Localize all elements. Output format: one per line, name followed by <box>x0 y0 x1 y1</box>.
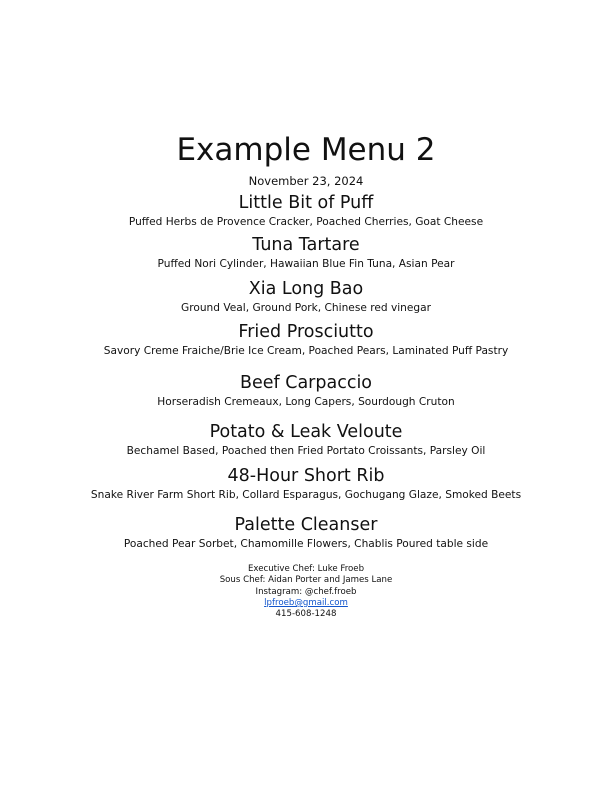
course-item <box>0 278 612 315</box>
course-description: Horseradish Cremeaux, Long Capers, Sourdough Cruton <box>157 396 455 408</box>
course-description: Snake River Farm Short Rib, Collard Esparagus, Gochugang Glaze, Smoked Beets <box>90 489 522 501</box>
course-description: Savory Creme Fraiche/Brie Ice Cream, Poached Pears, Laminated Puff Pastry <box>103 345 509 357</box>
course-name: Tuna Tartare <box>252 235 360 255</box>
course-item <box>0 192 612 229</box>
course-name: Beef Carpaccio <box>239 373 373 393</box>
course-description: Poached Pear Sorbet, Chamomille Flowers, Chablis Poured table side <box>123 538 489 550</box>
instagram-handle: Instagram: @chef.froeb <box>255 586 357 597</box>
executive-chef: Executive Chef: Luke Froeb <box>247 564 365 574</box>
course-name: Xia Long Bao <box>248 279 364 299</box>
course-name: Little Bit of Puff <box>238 193 374 213</box>
email-link[interactable]: lpfroeb@gmail.com <box>264 597 348 608</box>
course-description: Puffed Herbs de Provence Cracker, Poached Cherries, Goat Cheese <box>128 216 484 228</box>
course-description: Bechamel Based, Poached then Fried Portato Croissants, Parsley Oil <box>126 445 486 457</box>
course-item <box>0 421 612 458</box>
menu-title: Example Menu 2 <box>176 132 436 168</box>
course-name: 48-Hour Short Rib <box>227 466 385 486</box>
course-item <box>0 321 612 358</box>
course-description: Puffed Nori Cylinder, Hawaiian Blue Fin Tuna, Asian Pear <box>157 258 455 270</box>
chef-credits <box>0 564 612 620</box>
course-name: Fried Prosciutto <box>238 322 374 342</box>
course-name: Potato & Leak Veloute <box>209 422 403 442</box>
course-item <box>0 234 612 271</box>
course-name: Palette Cleanser <box>234 515 378 535</box>
sous-chef: Sous Chef: Aidan Porter and James Lane <box>219 575 393 586</box>
course-item <box>0 372 612 409</box>
course-description: Ground Veal, Ground Pork, Chinese red vinegar <box>181 302 431 314</box>
course-item <box>0 514 612 551</box>
phone-number: 415-608-1248 <box>275 609 337 620</box>
course-item <box>0 465 612 502</box>
menu-date: November 23, 2024 <box>248 174 364 188</box>
